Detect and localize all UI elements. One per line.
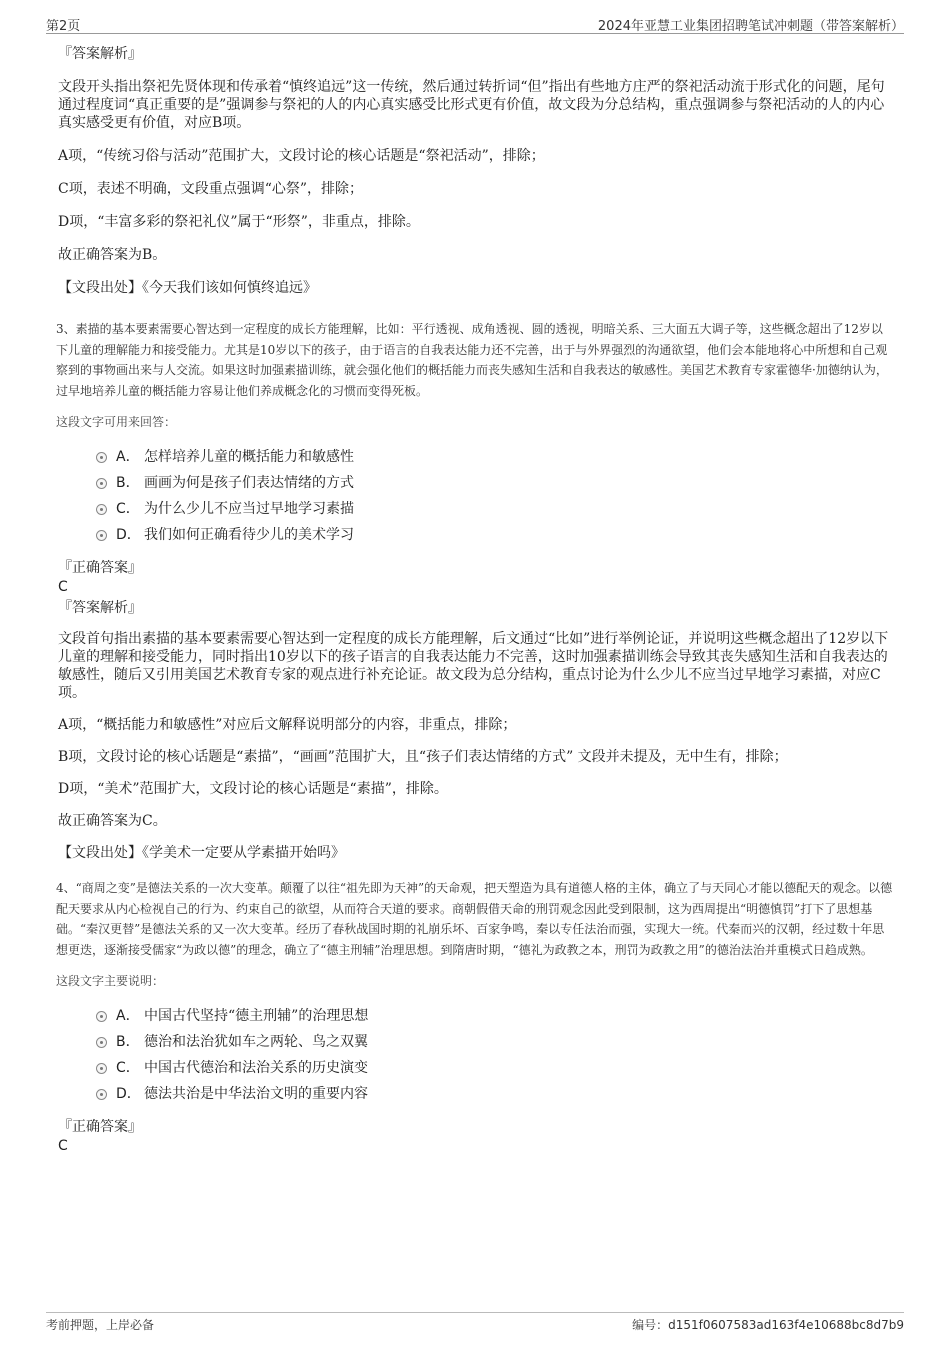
- q3-prompt: 这段文字可用来回答：: [56, 415, 177, 429]
- q2-note: C项，表述不明确，文段重点强调“心祭”，排除；: [58, 181, 364, 197]
- radio-button-icon[interactable]: [96, 452, 107, 463]
- q3-note: D项，“美术”范围扩大，文段讨论的核心话题是“素描”，排除。: [58, 781, 448, 797]
- radio-button-icon[interactable]: [96, 504, 107, 515]
- q3-options: [96, 444, 894, 548]
- q3-answer: C: [58, 579, 68, 595]
- option-text: 中国古代坚持“德主刑辅”的治理思想: [144, 1008, 369, 1024]
- page-content: [56, 44, 894, 1155]
- document-id: 编号：d151f0607583ad163f4e10688bc8d7b9: [632, 1318, 904, 1332]
- option-letter: B．: [116, 475, 140, 491]
- q3-conclusion: 故正确答案为C。: [58, 813, 167, 829]
- q4-prompt: 这段文字主要说明：: [56, 974, 165, 988]
- radio-button-icon[interactable]: [96, 1011, 107, 1022]
- option-letter: C．: [116, 501, 140, 517]
- option-letter: B．: [116, 1034, 140, 1050]
- q3-note: B项，文段讨论的核心话题是“素描”，“画画”范围扩大，且“孩子们表达情绪的方式” 文段并未提及，无中生有，排除；: [58, 749, 788, 765]
- q3-passage: 3、素描的基本要素需要心智达到一定程度的成长方能理解，比如：平行透视、成角透视、圆的透视，明暗关系、三大面五大调子等，这些概念超出了12岁以下儿童的理解能力和接受能力。尤其是10岁以下的孩子，由于语言的自我表达能力还不完善，出于与外界强烈的沟通欲望，他们会本能地将心中所想和自己观察到的事物画出来与人交流。如果这时加强素描训练，就会强化他们的概括能力而丧失感知生活和自我表达的敏感性。美国艺术教育专家霍德华·加德纳认为，过早地培养儿童的概括能力容易让他们养成概念化的习惯而变得死板。: [56, 322, 888, 398]
- page-footer: [46, 1312, 904, 1335]
- option-text: 画画为何是孩子们表达情绪的方式: [144, 475, 354, 491]
- option-text: 德治和法治犹如车之两轮、鸟之双翼: [144, 1034, 368, 1050]
- option-text: 为什么少儿不应当过早地学习素描: [144, 501, 354, 517]
- q2-note: D项，“丰富多彩的祭祀礼仪”属于“形祭”，非重点，排除。: [58, 214, 420, 230]
- q3-option-b[interactable]: [96, 470, 894, 496]
- q2-analysis-label: 『答案解析』: [58, 46, 142, 62]
- q4-answer-label: 『正确答案』: [58, 1119, 142, 1135]
- option-letter: A．: [116, 1008, 140, 1024]
- q3-analysis-label: 『答案解析』: [58, 600, 142, 616]
- option-letter: A．: [116, 449, 140, 465]
- q4-answer: C: [58, 1138, 68, 1154]
- q2-note: A项，“传统习俗与活动”范围扩大，文段讨论的核心话题是“祭祀活动”，排除；: [58, 148, 545, 164]
- q3-source: 【文段出处】《学美术一定要从学素描开始吗》: [58, 845, 345, 861]
- radio-button-icon[interactable]: [96, 1063, 107, 1074]
- radio-button-icon[interactable]: [96, 478, 107, 489]
- q3-option-d[interactable]: [96, 522, 894, 548]
- radio-button-icon[interactable]: [96, 530, 107, 541]
- radio-button-icon[interactable]: [96, 1037, 107, 1048]
- q3-answer-label: 『正确答案』: [58, 560, 142, 576]
- option-text: 怎样培养儿童的概括能力和敏感性: [144, 449, 354, 465]
- q4-passage: 4、“商周之变”是德法关系的一次大变革。颠覆了以往“祖先即为天神”的天命观，把天塑造为具有道德人格的主体，确立了与天同心才能以德配天的观念。以德配天要求从内心检视自己的行为、约束自己的欲望，从而符合天道的要求。商朝假借天命的刑罚观念因此受到限制，这为西周提出“明德慎罚”打下了思想基础。“秦汉更替”是德法关系的又一次大变革。经历了春秋战国时期的礼崩乐坏、百家争鸣，秦以专任法治而强，实现大一统。代秦而兴的汉朝，经过数十年思想更迭，逐渐接受儒家“为政以德”的理念，确立了“德主刑辅”治理思想。到隋唐时期，“德礼为政教之本，刑罚为政教之用”的德治法治并重模式日趋成熟。: [56, 881, 893, 957]
- q4-option-d[interactable]: [96, 1081, 894, 1107]
- q3-option-a[interactable]: [96, 444, 894, 470]
- footer-slogan: 考前押题，上岸必备: [46, 1318, 155, 1332]
- page-number: 第2页: [46, 19, 81, 34]
- q4-option-a[interactable]: [96, 1003, 894, 1029]
- radio-button-icon[interactable]: [96, 1089, 107, 1100]
- q4-option-b[interactable]: [96, 1029, 894, 1055]
- option-text: 我们如何正确看待少儿的美术学习: [144, 527, 354, 543]
- q3-note: A项，“概括能力和敏感性”对应后文解释说明部分的内容，非重点，排除；: [58, 717, 517, 733]
- page-header: [46, 12, 904, 34]
- q4-option-c[interactable]: [96, 1055, 894, 1081]
- q2-conclusion: 故正确答案为B。: [58, 247, 167, 263]
- option-text: 中国古代德治和法治关系的历史演变: [144, 1060, 368, 1076]
- option-letter: C．: [116, 1060, 140, 1076]
- option-letter: D．: [116, 1086, 141, 1102]
- q4-options: [96, 1003, 894, 1107]
- q3-analysis: 文段首句指出素描的基本要素需要心智达到一定程度的成长方能理解，后文通过“比如”进行举例论证，并说明这些概念超出了12岁以下儿童的理解和接受能力，同时指出10岁以下的孩子语言的自我表达能力不完善，这时加强素描训练会导致其丧失感知生活和自我表达的敏感性，随后又引用美国艺术教育专家的观点进行补充论证。故文段为总分结构，重点讨论为什么少儿不应当过早地学习素描，对应C项。: [58, 631, 889, 701]
- document-title: 2024年亚慧工业集团招聘笔试冲刺题（带答案解析）: [597, 19, 904, 34]
- option-letter: D．: [116, 527, 141, 543]
- q2-analysis: 文段开头指出祭祀先贤体现和传承着“慎终追远”这一传统，然后通过转折词“但”指出有些地方庄严的祭祀活动流于形式化的问题，尾句通过程度词“真正重要的是”强调参与祭祀的人的内心真实感受比形式更有价值，故文段为分总结构，重点强调参与祭祀活动的人的内心真实感受更有价值，对应B项。: [58, 79, 885, 131]
- q2-source: 【文段出处】《今天我们该如何慎终追远》: [58, 280, 317, 296]
- option-text: 德法共治是中华法治文明的重要内容: [144, 1086, 368, 1102]
- q3-option-c[interactable]: [96, 496, 894, 522]
